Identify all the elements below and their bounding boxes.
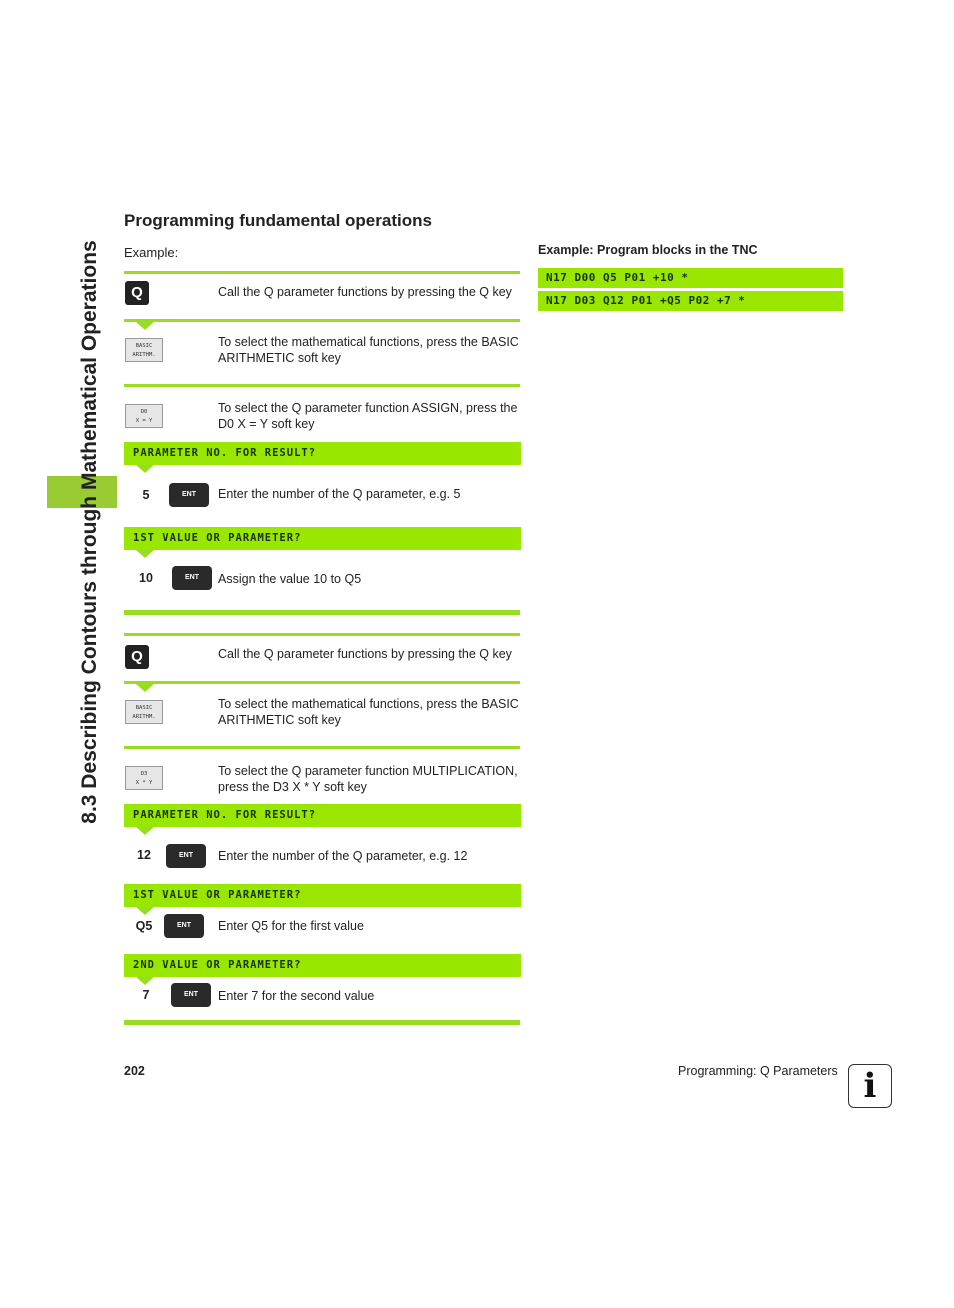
footer-chapter: Programming: Q Parameters [678,1064,838,1078]
step-arrow-icon [136,684,154,692]
step-arrow-icon [136,465,154,473]
step-text: To select the Q parameter function ASSIGN, press the D0 X = Y soft key [218,401,518,431]
input-value: 5 [142,488,150,502]
step-arrow-icon [136,907,154,915]
step-text: Call the Q parameter functions by pressing the Q key [218,647,512,661]
softkey-label: BASIC [135,705,153,711]
q-key-icon: Q [125,645,149,669]
step-text: Enter the number of the Q parameter, e.g. 12 [218,849,468,863]
ent-key-icon: ENT [172,566,212,590]
step-text: To select the mathematical functions, press the BASIC ARITHMETIC soft key [218,697,519,727]
q-key-icon: Q [125,281,149,305]
info-glyph: i [863,1066,877,1106]
dialog-prompt: PARAMETER NO. FOR RESULT? [124,442,521,465]
dialog-prompt: 2ND VALUE OR PARAMETER? [124,954,521,977]
input-value: Q5 [135,919,153,933]
softkey-label: X * Y [135,780,153,786]
input-value: 10 [139,571,153,585]
section-title: Programming fundamental operations [124,211,432,230]
input-value: 12 [137,848,151,862]
step-text: Assign the value 10 to Q5 [218,572,362,586]
dialog-prompt: PARAMETER NO. FOR RESULT? [124,804,521,827]
example-title: Example: Program blocks in the TNC [538,243,758,257]
step-divider [124,319,520,322]
dialog-prompt: 1ST VALUE OR PARAMETER? [124,884,521,907]
d0-softkey-icon [125,404,163,428]
softkey-label: ARITHM. [132,714,156,720]
sequence-end-bar [124,1020,520,1025]
basic-arithmetic-softkey-icon [125,338,163,362]
program-block: N17 D03 Q12 P01 +Q5 P02 +7 * [538,291,843,311]
step-arrow-icon [136,977,154,985]
page-number: 202 [124,1064,145,1078]
step-text: Enter 7 for the second value [218,989,375,1003]
ent-key-icon: ENT [169,483,209,507]
step-divider [124,746,520,749]
ent-key-icon: ENT [164,914,204,938]
step-arrow-icon [136,550,154,558]
chapter-title: 8.3 Describing Contours through Mathematical Operations [78,240,101,824]
step-text: Enter Q5 for the first value [218,919,364,933]
input-value: 7 [142,988,150,1002]
ent-key-icon: ENT [166,844,206,868]
step-arrow-icon [136,322,154,330]
softkey-label: ARITHM. [132,352,156,358]
program-block: N17 D00 Q5 P01 +10 * [538,268,843,288]
dialog-prompt: 1ST VALUE OR PARAMETER? [124,527,521,550]
step-divider [124,633,520,636]
example-label: Example: [124,245,179,260]
softkey-label: D0 [140,409,148,415]
step-divider [124,384,520,387]
softkey-label: X = Y [135,418,153,424]
softkey-label: D3 [140,771,148,777]
basic-arithmetic-softkey-icon [125,700,163,724]
sequence-end-bar [124,610,520,615]
ent-key-icon: ENT [171,983,211,1007]
step-text: To select the Q parameter function MULTIPLICATION, press the D3 X * Y soft key [218,764,518,794]
step-text: Call the Q parameter functions by pressing the Q key [218,285,512,299]
step-divider [124,271,520,274]
step-arrow-icon [136,827,154,835]
step-text: To select the mathematical functions, press the BASIC ARITHMETIC soft key [218,335,519,365]
softkey-label: BASIC [135,343,153,349]
info-icon [848,1064,892,1108]
step-divider [124,681,520,684]
d3-softkey-icon [125,766,163,790]
step-text: Enter the number of the Q parameter, e.g. 5 [218,487,461,501]
